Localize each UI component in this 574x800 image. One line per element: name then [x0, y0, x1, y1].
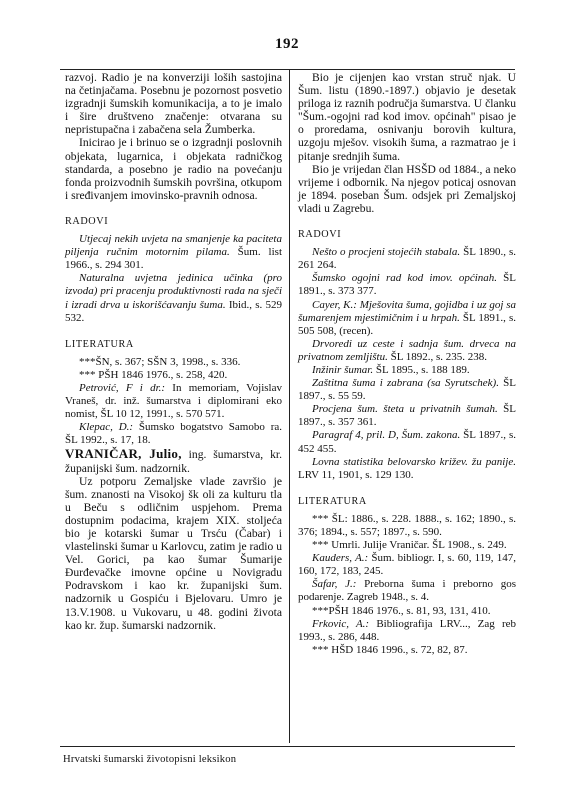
radovi-source: LRV 11, 1901, s. 129 130. — [298, 468, 414, 481]
radovi-item — [298, 429, 516, 455]
literatura-text: *** HŠD 1846 1996., s. 72, 82, 87. — [312, 643, 468, 656]
radovi-title: Inžinir šumar. — [312, 363, 374, 376]
literatura-text: *** ŠL: 1886., s. 228. 1888., s. 162; 1890., s. 376; 1894., s. 557; 1897., s. 590. — [298, 512, 516, 538]
literatura-text: Šum. bibliogr. I, s. 60, 119, 147, 160, 172, 183, 245. — [298, 552, 517, 578]
body-paragraph: Bio je vrijedan član HSŠD od 1884., a neko vrijeme i odbornik. Na njegov poticaj osnovan je 1894. poseban Šum. odsjek pri Zemaljskoj vladi u Zagrebu. — [298, 162, 516, 215]
running-footer: Hrvatski šumarski životopisni leksikon — [63, 754, 237, 765]
literatura-heading: LITERATURA — [65, 338, 134, 350]
radovi-source: ŠL 1892., s. 235. 238. — [387, 350, 488, 363]
body-paragraph: razvoj. Radio je na konverziji loših sastojina na četinjačama. Posebnu je pozornost posvetio izgradnji šumskih komunikacija, a to je imalo i šire društveno značenje: otvarana su nepristupačna i zabačena sela Žumberka. — [65, 71, 282, 137]
literatura-item — [298, 605, 516, 618]
column-divider — [289, 70, 290, 743]
top-rule — [60, 69, 515, 70]
entry-paragraph: Uz potporu Zemaljske vlade završio je šum. znanosti na Visokoj šk oli za kulturu tla u Beču s odličnim uspjehom. Prema dostupnim podacima, krajem XIX. stoljeća bio je kotarski šumar u Trsću (Čabar) i vlastelinski šumar u Karlovcu, zatim je radio u Vel. Gorici, pa kao šumar Šumarije Đurđevačke imovne općine u Novigradu Podravskom i kao kr. županijski šum. nadzornik u Gospiću i Bjelovaru. Umro je 13.V.1908. u Vukovaru, u 48. godini života kao kr. žup. šumarski nadzornik. — [65, 474, 283, 632]
radovi-title: Nešto o procjeni stojećih stabala. — [312, 246, 461, 259]
literatura-text: Preborna šuma i preborno gos podarenje. Zagreb 1948., s. 4. — [298, 578, 516, 604]
radovi-source: ŠL 1891., s. 373 377. — [298, 272, 516, 298]
entry-name: VRANIČAR, Julio, — [65, 446, 182, 462]
radovi-source: ŠL 1891., s. 505 508, (recen). — [298, 311, 516, 337]
literatura-author: Klepac, D.: — [79, 421, 134, 434]
literatura-item — [298, 552, 516, 578]
literatura-text: ***ŠN, s. 367; SŠN 3, 1998., s. 336. — [79, 355, 241, 368]
literatura-text: *** Umrli. Julije Vraničar. ŠL 1908., s. 249. — [312, 539, 507, 552]
radovi-title: Paragraf 4, pril. D, Šum. zakona. — [312, 429, 461, 442]
literatura-item — [298, 644, 516, 657]
literatura-author: Šafar, J.: — [312, 578, 357, 591]
radovi-item — [298, 364, 516, 377]
literatura-heading: LITERATURA — [298, 495, 367, 507]
radovi-source: ŠL 1897., s. 55 59. — [298, 377, 516, 403]
radovi-source: ŠL 1897., s. 357 361. — [298, 403, 517, 429]
radovi-item — [298, 377, 516, 403]
radovi-source: ŠL 1897., s. 452 455. — [298, 429, 516, 455]
literatura-item — [298, 578, 516, 604]
page-number: 192 — [275, 36, 299, 52]
radovi-source: ŠL 1890., s. 261 264. — [298, 246, 516, 272]
literatura-author: Frkovic, A.: — [312, 617, 370, 630]
entry-title: ing. šumarstva, kr. županijski šum. nadzornik. — [65, 448, 283, 475]
radovi-item — [298, 299, 516, 338]
radovi-source: Šum. list 1966., s. 294 301. — [65, 246, 282, 272]
literatura-author: Kauders, A.: — [312, 552, 369, 565]
body-paragraph: Inicirao je i brinuo se o izgradnji poslovnih objekata, lugarnica, i objekata radničkog standarda, a posebno je radio na povećanju fonda proizvodnih šumskih površina, otkupom i sređivanjem imovinsko-pravnih odnosa. — [65, 136, 282, 202]
literatura-item — [65, 356, 282, 369]
radovi-item — [298, 246, 516, 272]
radovi-item — [65, 272, 282, 324]
radovi-title: Naturalna uvjetna jedinica učinka (pro izvoda) pri pracenju produktivnosti rada na sječi i izradi drva u iskorišćavanju šuma. — [65, 272, 282, 311]
radovi-source: ŠL 1895., s. 188 189. — [373, 363, 470, 376]
radovi-title: Drvoredi uz ceste i sadnja šum. drveca na privatnom zemljištu. — [298, 337, 516, 363]
right-column — [298, 71, 516, 657]
body-paragraph: Bio je cijenjen kao vrstan struč njak. U Šum. listu (1890.-1897.) objavio je desetak priloga iz raznih područja šumarstva. U članku "Šum.-ogojni rad kod imov. općinah" pisao je o proredama, osnivanju borovih kultura, uzgoju mješov. visokih šuma, a razmatrao je i pitanje srednjih šuma. — [298, 71, 516, 163]
literatura-text: ***PŠH 1846 1976., s. 81, 93, 131, 410. — [312, 604, 491, 617]
radovi-item — [298, 272, 516, 298]
radovi-item — [298, 456, 516, 482]
radovi-title: Cayer, K.: Mješovita šuma, gojidba i uz goj sa šumarenjem mjestimičnim i u hrpah. — [298, 298, 516, 324]
radovi-item — [298, 403, 516, 429]
literatura-text: *** PŠH 1846 1976., s. 258, 420. — [79, 368, 228, 381]
literatura-item — [298, 618, 516, 644]
literatura-text: Bibliografija LRV..., Zag reb 1993., s. 286, 448. — [298, 617, 517, 643]
left-column — [65, 71, 282, 632]
literatura-item — [298, 539, 516, 552]
radovi-heading: RADOVI — [298, 229, 342, 241]
entry-heading — [65, 447, 282, 474]
radovi-title: Utjecaj nekih uvjeta na smanjenje ka paciteta piljenja ručnim motornim pilama. — [65, 233, 282, 259]
literatura-text: Šumsko bogatstvo Samobo ra. ŠL 1992., s. 17, 18. — [65, 421, 282, 447]
radovi-source: Ibid., s. 529 532. — [65, 298, 283, 324]
literatura-item — [65, 421, 282, 447]
bottom-rule — [60, 746, 515, 747]
radovi-item — [65, 233, 282, 272]
literatura-author: Petrović, F i dr.: — [79, 381, 166, 394]
radovi-title: Procjena šum. šteta u privatnih šumah. — [312, 403, 498, 416]
literatura-item — [65, 369, 282, 382]
literatura-text: In memoriam, Vojislav Vraneš, dr. inž. šumarstva i diplomirani eko nomist, ŠL 10 12, 1991., s. 570 571. — [65, 381, 282, 421]
radovi-item — [298, 338, 516, 364]
radovi-title: Zaštitna šuma i zabrana (sa Syrutschek). — [312, 377, 499, 390]
radovi-title: Lovna statistika belovarsko križev. žu panije. — [312, 455, 516, 468]
radovi-heading: RADOVI — [65, 215, 109, 227]
radovi-title: Šumsko ogojni rad kod imov. općinah. — [312, 272, 498, 285]
literatura-item — [65, 382, 282, 421]
literatura-item — [298, 513, 516, 539]
